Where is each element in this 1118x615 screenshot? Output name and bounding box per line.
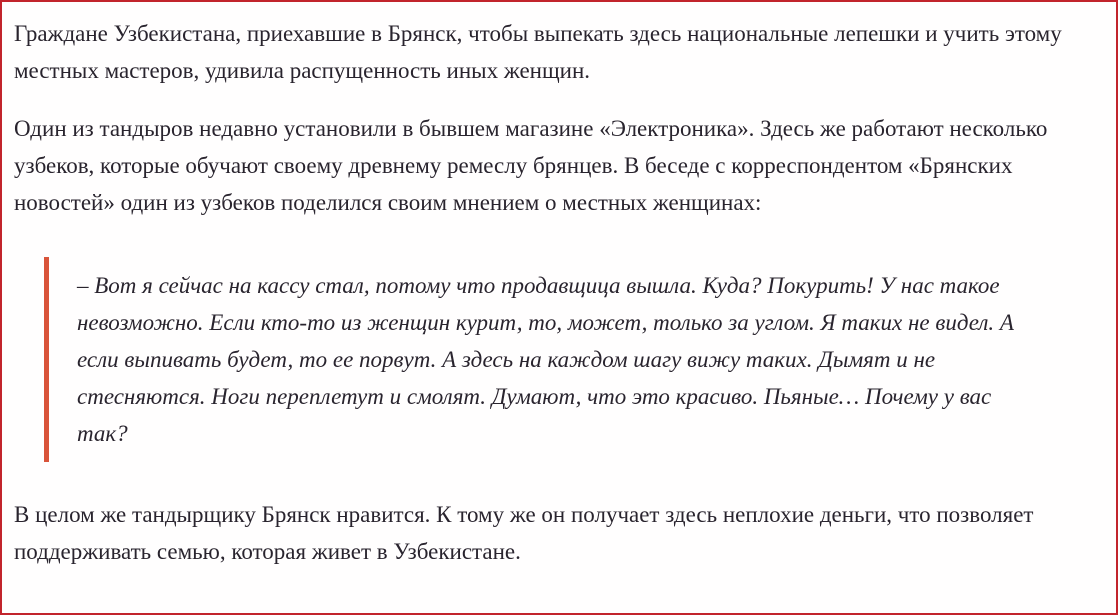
article-paragraph-1: Граждане Узбекистана, приехавшие в Брянск, чтобы выпекать здесь национальные лепешки и учить этому местных мастеров, удивила распущенность иных женщин. (14, 21, 1062, 83)
pull-quote-text: – Вот я сейчас на кассу стал, потому что продавщица вышла. Куда? Покурить! У нас такое невозможно. Если кто-то из женщин курит, то, может, только за углом. Я таких не видел. А если выпивать будет, то ее порвут. А здесь на каждом шагу вижу таких. Дымят и не стесняются. Ноги переплетут и смолят. Думают, что это красиво. Пьяные… Почему у вас так? (77, 273, 1014, 446)
article-paragraph-2: Один из тандыров недавно установили в бывшем магазине «Электроника». Здесь же работают несколько узбеков, которые обучают своему древнему ремеслу брянцев. В беседе с корреспондентом «Брянских новостей» один из узбеков поделился своим мнением о местных женщинах: (14, 116, 1048, 215)
pull-quote (44, 257, 1080, 462)
article-paragraph-closing: В целом же тандырщику Брянск нравится. К тому же он получает здесь неплохие деньги, что позволяет поддерживать семью, которая живет в Узбекистане. (14, 502, 1034, 564)
article-body (2, 2, 1116, 570)
